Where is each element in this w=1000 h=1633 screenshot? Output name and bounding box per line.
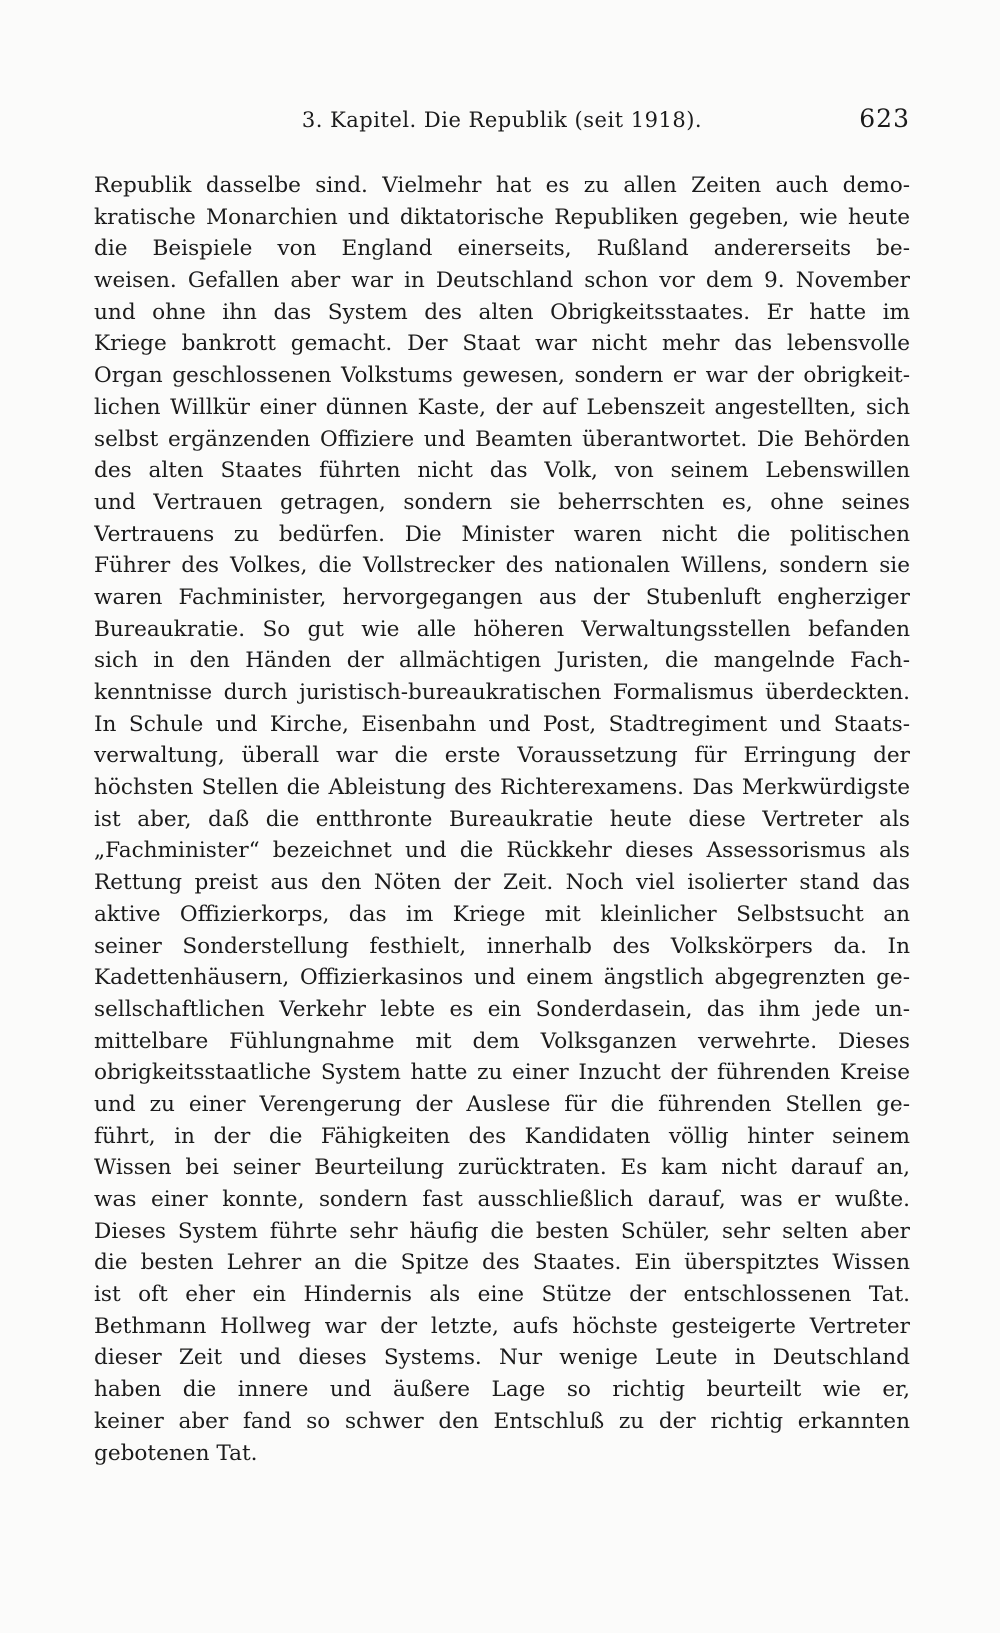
text-line: In Schule und Kirche, Eisenbahn und Post, Stadtregiment und Staats-: [94, 711, 910, 737]
text-line: was einer konnte, sondern fast ausschließlich darauf, was er wußte.: [94, 1187, 910, 1212]
text-line: Organ geschlossenen Volkstums gewesen, sondern er war der obrigkeit-: [94, 363, 910, 389]
text-line: verwaltung, überall war die erste Voraussetzung für Erringung der: [94, 743, 910, 769]
text-line: lichen Willkür einer dünnen Kaste, der auf Lebenszeit angestellten, sich: [94, 394, 910, 420]
text-line: obrigkeitsstaatliche System hatte zu einer Inzucht der führenden Kreise: [94, 1060, 910, 1086]
text-line: sich in den Händen der allmächtigen Juristen, die mangelnde Fach-: [94, 648, 910, 674]
running-head: [94, 104, 910, 138]
text-line: haben die innere und äußere Lage so richtig beurteilt wie er,: [94, 1377, 910, 1403]
text-line: Kriege bankrott gemacht. Der Staat war nicht mehr das lebensvolle: [94, 331, 910, 357]
page-number: 623: [859, 104, 910, 133]
text-line: und zu einer Verengerung der Auslese für die führenden Stellen ge-: [94, 1091, 910, 1117]
text-line: Bethmann Hollweg war der letzte, aufs höchste gesteigerte Vertreter: [94, 1313, 910, 1339]
text-line: die Beispiele von England einerseits, Rußland andererseits be-: [94, 236, 910, 262]
text-line: gebotenen Tat.: [94, 1440, 258, 1466]
chapter-title: 3. Kapitel. Die Republik (seit 1918).: [301, 108, 703, 132]
text-line: die besten Lehrer an die Spitze des Staates. Ein überspitztes Wissen: [94, 1250, 910, 1276]
text-line: höchsten Stellen die Ableistung des Richterexamens. Das Merkwürdigste: [94, 775, 910, 801]
text-line: keiner aber fand so schwer den Entschluß zu der richtig erkannten: [94, 1408, 910, 1434]
body-text: [94, 170, 910, 1469]
text-line: und Vertrauen getragen, sondern sie beherrschten es, ohne seines: [94, 489, 910, 515]
text-line: Dieses System führte sehr häufig die besten Schüler, sehr selten aber: [94, 1218, 910, 1244]
text-line: seiner Sonderstellung festhielt, innerhalb des Volkskörpers da. In: [94, 933, 910, 959]
text-line: Vertrauens zu bedürfen. Die Minister waren nicht die politischen: [94, 521, 910, 547]
text-line: weisen. Gefallen aber war in Deutschland schon vor dem 9. November: [94, 268, 910, 294]
text-line: mittelbare Fühlungnahme mit dem Volksganzen verwehrte. Dieses: [94, 1028, 910, 1054]
text-line: Bureaukratie. So gut wie alle höheren Verwaltungsstellen befanden: [94, 616, 910, 642]
text-line: und ohne ihn das System des alten Obrigkeitsstaates. Er hatte im: [94, 299, 910, 325]
text-line: kenntnisse durch juristisch-bureaukratischen Formalismus überdeckten.: [94, 680, 910, 705]
text-line: waren Fachminister, hervorgegangen aus der Stubenluft engherziger: [94, 584, 910, 610]
text-line: Republik dasselbe sind. Vielmehr hat es zu allen Zeiten auch demo-: [94, 173, 910, 198]
text-line: Rettung preist aus den Nöten der Zeit. Noch viel isolierter stand das: [94, 870, 910, 896]
text-line: aktive Offizierkorps, das im Kriege mit kleinlicher Selbstsucht an: [94, 901, 910, 927]
text-line: sellschaftlichen Verkehr lebte es ein Sonderdasein, das ihm jede un-: [94, 996, 910, 1022]
text-line: selbst ergänzenden Offiziere und Beamten überantwortet. Die Behörden: [94, 426, 910, 452]
text-line: Führer des Volkes, die Vollstrecker des nationalen Willens, sondern sie: [94, 553, 910, 579]
text-line: dieser Zeit und dieses Systems. Nur wenige Leute in Deutschland: [94, 1345, 910, 1371]
text-line: des alten Staates führten nicht das Volk, von seinem Lebenswillen: [94, 458, 910, 484]
text-line: ist oft eher ein Hindernis als eine Stütze der entschlossenen Tat.: [94, 1282, 910, 1308]
text-line: kratische Monarchien und diktatorische Republiken gegeben, wie heute: [94, 204, 910, 230]
text-line: Wissen bei seiner Beurteilung zurücktraten. Es kam nicht darauf an,: [94, 1155, 910, 1181]
text-line: Kadettenhäusern, Offizierkasinos und einem ängstlich abgegrenzten ge-: [94, 965, 910, 991]
text-line: ist aber, daß die entthronte Bureaukratie heute diese Vertreter als: [94, 806, 910, 832]
text-line: führt, in der die Fähigkeiten des Kandidaten völlig hinter seinem: [94, 1123, 910, 1149]
text-line: „Fachminister“ bezeichnet und die Rückkehr dieses Assessorismus als: [94, 838, 910, 864]
